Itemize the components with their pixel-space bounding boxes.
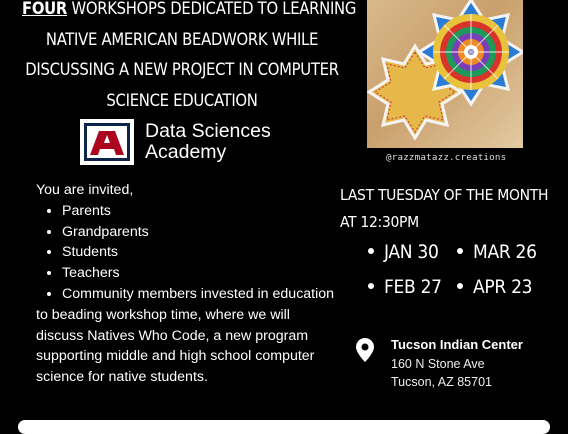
invite-body: to beading workshop time, where we will discuss Natives Who Code, a new program supporting middle and high school computer science for native students. [36, 306, 315, 386]
beadwork-photo [367, 0, 523, 148]
logo-text [145, 121, 271, 163]
schedule-heading: LAST TUESDAY OF THE MONTH AT 12:30PM [340, 186, 549, 231]
logo-name-line-2: Academy [145, 141, 227, 163]
logo-name-line-1: Data Sciences [145, 120, 271, 142]
headline-line-3: DISCUSSING A NEW PROJECT IN COMPUTER [25, 60, 339, 79]
location-address-line-1: 160 N Stone Ave [391, 357, 485, 371]
date-item [457, 276, 532, 298]
date-label: MAR 26 [473, 241, 537, 263]
invite-intro: You are invited, [36, 182, 134, 198]
invitation [36, 180, 336, 388]
location-pin-icon [356, 338, 374, 362]
bullet-icon [368, 283, 374, 289]
date-item [368, 276, 442, 298]
data-sciences-academy-logo [78, 119, 288, 167]
audience-item: • Community members invested in education [62, 284, 336, 305]
bottom-panel-edge [18, 420, 550, 434]
audience-item: • Parents [62, 201, 336, 222]
headline-line-1 [22, 0, 357, 25]
bullet-icon [457, 283, 463, 289]
date-label: FEB 27 [384, 276, 442, 298]
headline-line-2: NATIVE AMERICAN BEADWORK WHILE [45, 29, 319, 49]
headline-line-4: SCIENCE EDUCATION [106, 90, 258, 110]
audience-list [36, 201, 336, 305]
beadwork-medallion-image [367, 0, 523, 148]
bullet-icon [368, 248, 374, 254]
location-address-line-2: Tucson, AZ 85701 [391, 375, 492, 389]
date-item [457, 241, 537, 263]
headline [22, 0, 357, 116]
location-name: Tucson Indian Center [391, 337, 523, 352]
photo-credit: @razzmatazz.creations [386, 152, 507, 163]
headline-emphasis: FOUR [22, 0, 68, 18]
bullet-icon [457, 248, 463, 254]
date-label: JAN 30 [384, 241, 439, 263]
date-label: APR 23 [473, 276, 533, 298]
audience-item: • Grandparents [62, 222, 336, 243]
headline-line-1-rest: WORKSHOPS DEDICATED TO LEARNING [67, 0, 357, 18]
audience-item: • Teachers [62, 263, 336, 284]
university-a-logo-icon [78, 119, 136, 165]
audience-item: • Students [62, 242, 336, 263]
date-item [368, 241, 439, 263]
